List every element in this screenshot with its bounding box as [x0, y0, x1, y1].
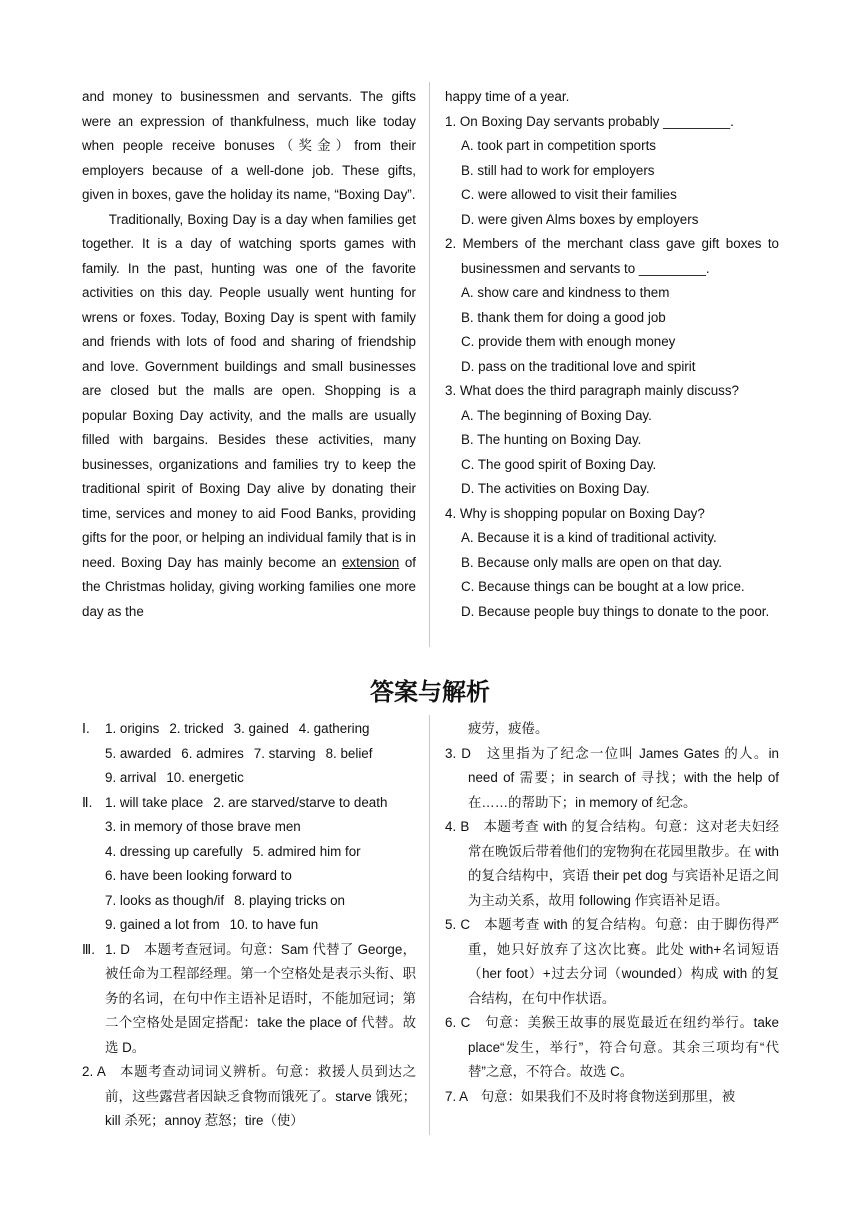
option: C. The good spirit of Boxing Day.	[461, 456, 657, 472]
option: A. The beginning of Boxing Day.	[461, 407, 652, 423]
answer-item: 8. belief	[325, 745, 373, 761]
answer-section-2	[82, 791, 416, 938]
passage-text: Traditionally, Boxing Day is a day when families get together. It is a day of watching sports games with family. In the past, hunting was one of the favorite activities on this day. People usually went hunting for wrens or foxes. Today, Boxing Day is spent with family and friends with lots of food and sharing of friendship and love. Government buildings and small businesses are closed but the malls are open. Shopping is a popular Boxing Day activity, and the malls are usually filled with bargains. Besides these activities, many businesses, organizations and families try to keep the traditional spirit of Boxing Day alive by donating their time, services and money to aid Food Banks, providing gifts for the poor, or helping an individual family that is in need. Boxing Day has mainly become an	[82, 211, 416, 570]
answer-item: 6. have been looking forward to	[105, 868, 292, 883]
answer-explanation: 6. C 句意：美猴王故事的展览最近在纽约举行。take place“发生，举行”，符合句意。其余三项均有“代替”之意，不符合。故选 C。	[445, 1015, 779, 1079]
answer-line	[82, 913, 416, 938]
question-stem: 4. Why is shopping popular on Boxing Day?	[445, 505, 705, 521]
option: C. were allowed to visit their families	[461, 187, 677, 202]
answer-item: 8. playing tricks on	[234, 892, 346, 908]
answer-explanation: 4. B 本题考查 with 的复合结构。句意：这对老夫妇经常在晚饭后带着他们的宠物狗在花园里散步。在 with 的复合结构中，宾语 their pet dog 与宾语补足语之间为主动关系，故用 following 作宾语补足语。	[445, 819, 779, 908]
answers-column-left	[82, 717, 416, 1134]
answer-item: 4. dressing up carefully	[105, 843, 243, 859]
section-numeral: Ⅱ.	[82, 794, 93, 810]
question	[445, 502, 779, 625]
question-stem: 3. What does the third paragraph mainly discuss?	[445, 383, 740, 398]
option: B. Because only malls are open on that day.	[461, 554, 723, 570]
answer-item: 2. are starved/starve to death	[213, 794, 388, 810]
option: A. show care and kindness to them	[461, 285, 670, 300]
option: A. took part in competition sports	[461, 138, 657, 153]
answer-item: 7. starving	[253, 745, 316, 761]
answer-line	[82, 742, 416, 767]
passage-tail: happy time of a year.	[445, 89, 570, 104]
answer-section-1	[82, 717, 416, 791]
answer-line	[82, 840, 416, 865]
explanation-text: 1. D 本题考查冠词。句意：Sam 代替了 George，被任命为工程部经理。第一个空格处是表示头衔、职务的名词，在句中作主语补足语时，不能加冠词；第二个空格处是固定搭配：take the place of 代替。故选 D。	[105, 941, 416, 1055]
option: A. Because it is a kind of traditional activity.	[461, 530, 717, 545]
answer-line	[82, 815, 416, 840]
answer-item: 4. gathering	[298, 721, 370, 736]
option: D. Because people buy things to donate to the poor.	[461, 603, 770, 619]
answer-line	[82, 766, 416, 791]
option: D. pass on the traditional love and spirit	[461, 358, 696, 374]
answer-explanation: 3. D 这里指为了纪念一位叫 James Gates 的人。in need of 需要；in search of 寻找；with the help of 在……的帮助下；in memory of 纪念。	[445, 745, 779, 810]
underlined-word: extension	[341, 554, 400, 570]
option: D. were given Alms boxes by employers	[461, 211, 699, 227]
column-divider	[429, 82, 430, 647]
answer-item: 2. tricked	[169, 721, 224, 736]
answer-explanation	[82, 938, 416, 1061]
answer-line	[82, 889, 416, 914]
option: B. The hunting on Boxing Day.	[461, 432, 642, 447]
answers-column-right	[445, 717, 779, 1109]
section-numeral: Ⅰ.	[82, 721, 90, 736]
question-stem: 2. Members of the merchant class gave gift boxes to businessmen and servants to _________.	[445, 236, 779, 276]
passage-text: of the Christmas holiday, giving working families one more day as the	[82, 554, 416, 619]
passage-paragraph-2: and money to businessmen and servants. The gifts were an expression of thankfulness, much like today when people receive bonuses（奖金）from their employers because of a well-done job. These gifts, given in boxes, gave the holiday its name, “Boxing Day”.	[82, 89, 416, 202]
answer-explanation: 5. C 本题考查 with 的复合结构。句意：由于脚伤得严重，她只好放弃了这次比赛。此处 with+名词短语（her foot）+过去分词（wounded）构成 with 的复合结构，在句中作状语。	[445, 917, 779, 1006]
answer-line	[82, 864, 416, 889]
answer-item: 10. to have fun	[229, 917, 319, 932]
question	[445, 110, 779, 233]
answer-section-3	[82, 938, 416, 1134]
answer-item: 1. will take place	[105, 794, 204, 810]
section-numeral: Ⅲ.	[82, 941, 95, 957]
answer-item: 3. gained	[233, 721, 289, 736]
answer-item: 3. in memory of those brave men	[105, 819, 301, 834]
answer-item: 5. admired him for	[252, 843, 361, 859]
option: B. thank them for doing a good job	[461, 309, 666, 325]
answer-explanation-continued: 疲劳，疲倦。	[468, 721, 549, 736]
questions-column	[445, 85, 779, 624]
answer-item: 6. admires	[181, 745, 244, 761]
passage-column	[82, 85, 416, 624]
answer-item: 9. arrival	[105, 770, 157, 785]
answer-item: 1. origins	[105, 721, 160, 736]
answers-title: 答案与解析	[370, 678, 490, 706]
answer-item: 9. gained a lot from	[105, 917, 220, 932]
answer-line	[82, 791, 416, 816]
passage-paragraph-3	[82, 208, 416, 625]
option: C. provide them with enough money	[461, 334, 676, 349]
column-divider	[429, 715, 430, 1135]
question	[445, 232, 779, 379]
answer-explanation: 7. A 句意：如果我们不及时将食物送到那里，被	[445, 1088, 736, 1104]
option: B. still had to work for employers	[461, 162, 655, 178]
answer-item: 5. awarded	[105, 745, 172, 761]
question-stem: 1. On Boxing Day servants probably _________.	[445, 113, 734, 129]
question	[445, 379, 779, 502]
option: C. Because things can be bought at a low price.	[461, 579, 745, 594]
answer-item: 10. energetic	[166, 770, 244, 785]
answer-line	[82, 717, 416, 742]
option: D. The activities on Boxing Day.	[461, 481, 650, 496]
answer-item: 7. looks as though/if	[105, 892, 225, 908]
answer-explanation: 2. A 本题考查动词词义辨析。句意：救援人员到达之前，这些露营者因缺乏食物而饿死了。starve 饿死；kill 杀死；annoy 惹怒；tire（使）	[82, 1064, 416, 1128]
